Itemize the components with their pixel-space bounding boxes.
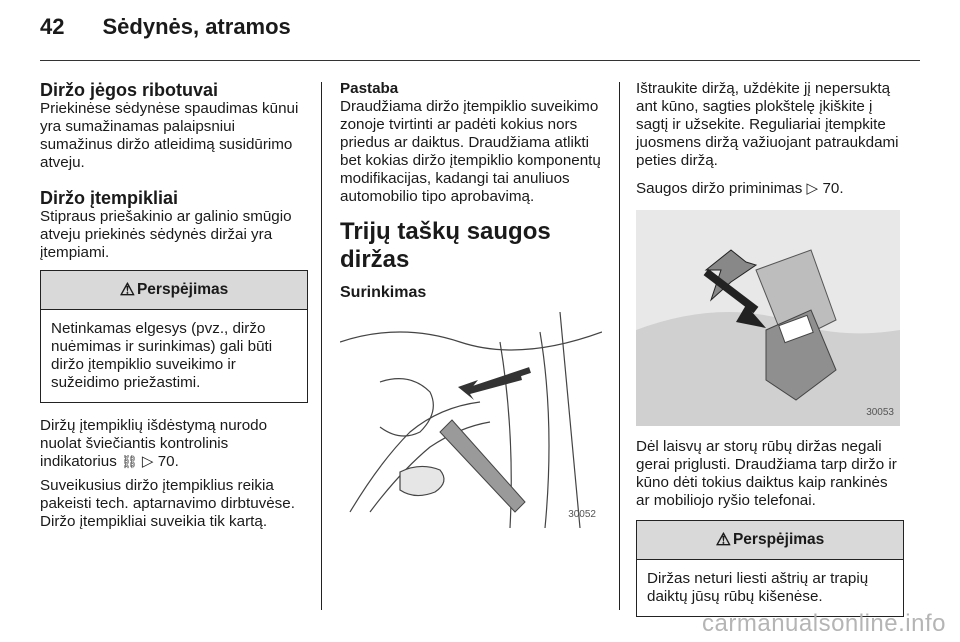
- column-middle: [340, 80, 606, 528]
- fastening-illustration: [340, 312, 602, 528]
- paragraph-force-limiters: Priekinėse sėdynėse spaudimas kūnui yra sumažinamas palaipsniui sumažinus diržo atleidimą susidūrimo atveju.: [40, 100, 299, 171]
- figure-code: 30052: [568, 509, 596, 520]
- column-divider: [321, 82, 322, 610]
- warning-triangle-icon: ⚠: [119, 280, 135, 299]
- page-ref-arrow-icon: ▷: [141, 453, 154, 470]
- column-left: [40, 80, 308, 537]
- warning-title: Perspėjimas: [732, 531, 825, 548]
- subsection-title: Surinkimas: [340, 284, 427, 301]
- section-title: Trijų taškų saugos diržas: [340, 218, 551, 273]
- warning-text: Diržas neturi liesti aštrių ar trapių daiktų jūsų rūbų kišenėse.: [647, 570, 869, 605]
- page-ref: 70.: [822, 180, 844, 197]
- watermark: carmanualsonline.info: [702, 610, 946, 637]
- warning-header: [41, 271, 307, 310]
- warning-box: [636, 520, 904, 617]
- paragraph-replace: Suveikusius diržo įtempiklius reikia pakeisti tech. aptarnavimo dirbtuvėse. Diržo įtempikliai suveikia tik kartą.: [40, 477, 295, 530]
- paragraph-indicator: Diržų įtempiklių išdėstymą nurodo nuolat šviečiantis kontrolinis indikatorius ⛓ ▷ 70.: [40, 417, 268, 470]
- seatbelt-indicator-icon: ⛓: [121, 454, 138, 469]
- page-title: Sėdynės, atramos: [102, 14, 291, 39]
- paragraph-pretensioners: Stipraus priešakinio ar galinio smūgio atveju priekinės sėdynės diržai yra įtempiami.: [40, 208, 292, 261]
- paragraph-fasten: Ištraukite diržą, uždėkite jį nepersuktą ant kūno, sagties plokštelę įkiškite į sagtį ir užsekite. Reguliariai įtempkite juosmens diržą važiuojant patraukdami peties diržą.: [636, 80, 899, 169]
- column-right: [636, 80, 904, 631]
- warning-header: [637, 521, 903, 560]
- paragraph-loose-clothing: Dėl laisvų ar storų rūbų diržas negali gerai priglusti. Draudžiama tarp diržo ir kūno dėti tokius daiktus kaip rankinės ar mobiliojo ryšio telefonai.: [636, 438, 897, 509]
- paragraph-reminder: Saugos diržo priminimas ▷ 70.: [636, 180, 844, 197]
- column-divider: [619, 82, 620, 610]
- note-title: Pastaba: [340, 80, 399, 97]
- buckle-illustration: [636, 210, 900, 426]
- heading-force-limiters: Diržo jėgos ribotuvai: [40, 80, 219, 100]
- header-divider: [40, 60, 920, 61]
- page-ref: 70.: [157, 453, 179, 470]
- heading-pretensioners: Diržo įtempikliai: [40, 188, 179, 208]
- warning-box: [40, 270, 308, 403]
- warning-text: Netinkamas elgesys (pvz., diržo nuėmimas ir surinkimas) gali būti diržo įtempiklio suveikimo ir sužeidimo priežastimi.: [51, 320, 273, 391]
- figure-code: 30053: [866, 407, 894, 418]
- figure-buckle: [636, 210, 900, 426]
- warning-triangle-icon: ⚠: [715, 530, 731, 549]
- note-text: Draudžiama diržo įtempiklio suveikimo zonoje tvirtinti ar padėti kokius nors priedus ar daiktus. Draudžiama atlikti bet kokias diržo įtempiklio komponentų modifikacijas, kadangi tai anuliuos automobilio tipo aprobavimą.: [340, 98, 601, 205]
- warning-title: Perspėjimas: [136, 281, 229, 298]
- page-header: [40, 14, 291, 40]
- figure-fastening: [340, 312, 602, 528]
- page-number: 42: [40, 14, 65, 39]
- page-ref-arrow-icon: ▷: [806, 180, 819, 197]
